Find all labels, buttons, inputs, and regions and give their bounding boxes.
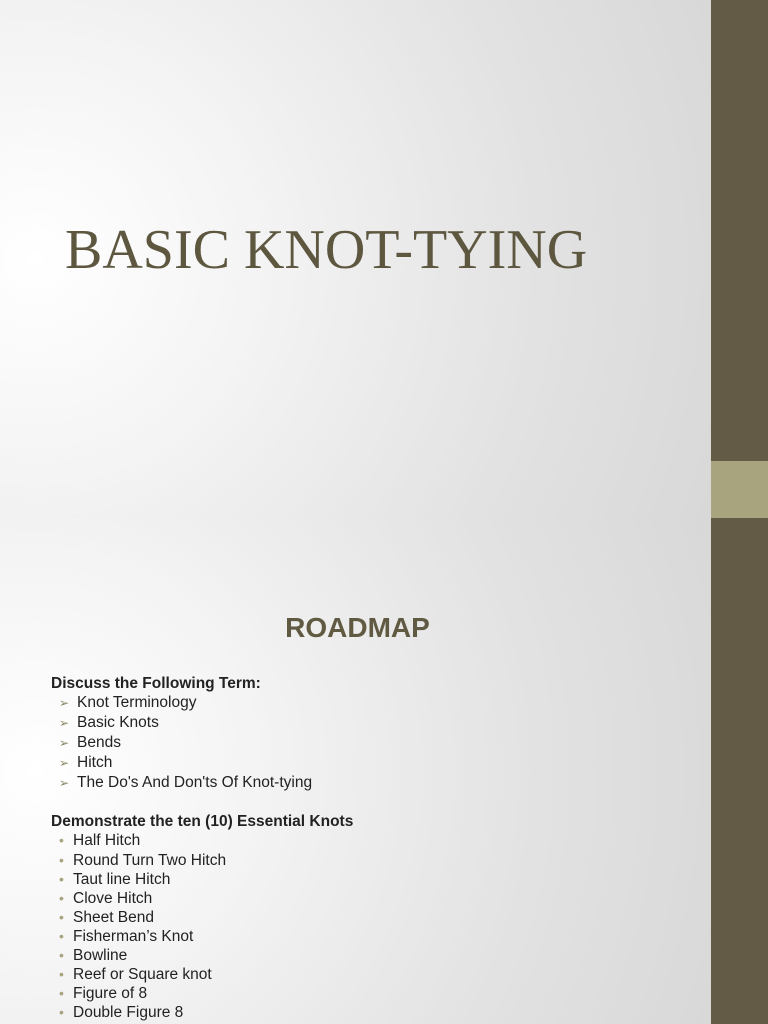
roadmap-heading: ROADMAP: [285, 612, 430, 643]
bullet-icon: •: [59, 927, 64, 944]
bullet-icon: •: [59, 832, 64, 849]
list-item: [51, 927, 691, 946]
list-item: [51, 984, 691, 1003]
arrow-bullet-icon: ➢: [59, 736, 70, 751]
bullet-icon: •: [59, 966, 64, 983]
list-item-label: Knot Terminology: [77, 694, 197, 711]
bullet-icon: •: [59, 985, 64, 1002]
list-item: [51, 851, 691, 870]
knots-list: [51, 831, 691, 1022]
list-item-label: Bowline: [73, 947, 128, 965]
bullet-icon: •: [59, 947, 64, 964]
list-item-label: Half Hitch: [73, 832, 141, 850]
list-item: [51, 965, 691, 984]
list-item: [51, 713, 691, 733]
bullet-icon: •: [59, 851, 64, 868]
list-item: [51, 693, 691, 713]
arrow-bullet-icon: ➢: [59, 776, 70, 791]
title-slide: [0, 0, 711, 518]
section-title-discuss: Discuss the Following Term:: [51, 675, 261, 692]
list-item: [51, 1003, 691, 1022]
list-item-label: The Do's And Don'ts Of Knot-tying: [77, 774, 313, 792]
list-item-label: Sheet Bend: [73, 908, 155, 926]
list-item: [51, 946, 691, 965]
list-item-label: Hitch: [77, 754, 113, 772]
list-item: [51, 773, 691, 793]
list-item: [51, 831, 691, 850]
discuss-list: [51, 693, 691, 793]
list-item: [51, 753, 691, 773]
bullet-icon: •: [59, 870, 64, 887]
bullet-icon: •: [59, 1004, 64, 1021]
list-item-label: Clove Hitch: [73, 889, 153, 907]
arrow-bullet-icon: ➢: [59, 716, 70, 731]
list-item-label: Reef or Square knot: [73, 966, 212, 984]
arrow-bullet-icon: ➢: [59, 756, 70, 771]
arrow-bullet-icon: ➢: [59, 696, 70, 710]
slide-title: BASIC KNOT-TYING: [65, 219, 588, 281]
roadmap-slide: [0, 518, 711, 1024]
list-item-label: Bends: [77, 734, 121, 752]
list-item-label: Basic Knots: [77, 714, 159, 732]
list-item-label: Figure of 8: [73, 985, 148, 1003]
list-item: [51, 733, 691, 753]
list-item: [51, 908, 691, 927]
list-item-label: Double Figure 8: [73, 1004, 184, 1022]
list-item: [51, 870, 691, 889]
list-item-label: Round Turn Two Hitch: [73, 851, 227, 869]
bullet-icon: •: [59, 908, 64, 925]
list-item: [51, 889, 691, 908]
section-title-demonstrate: Demonstrate the ten (10) Essential Knots: [51, 813, 354, 831]
side-accent-block: [711, 461, 768, 518]
roadmap-content: [51, 674, 691, 1022]
list-item-label: Taut line Hitch: [73, 870, 171, 888]
bullet-icon: •: [59, 889, 64, 906]
section-spacer: [51, 793, 691, 812]
list-item-label: Fisherman’s Knot: [73, 927, 194, 945]
